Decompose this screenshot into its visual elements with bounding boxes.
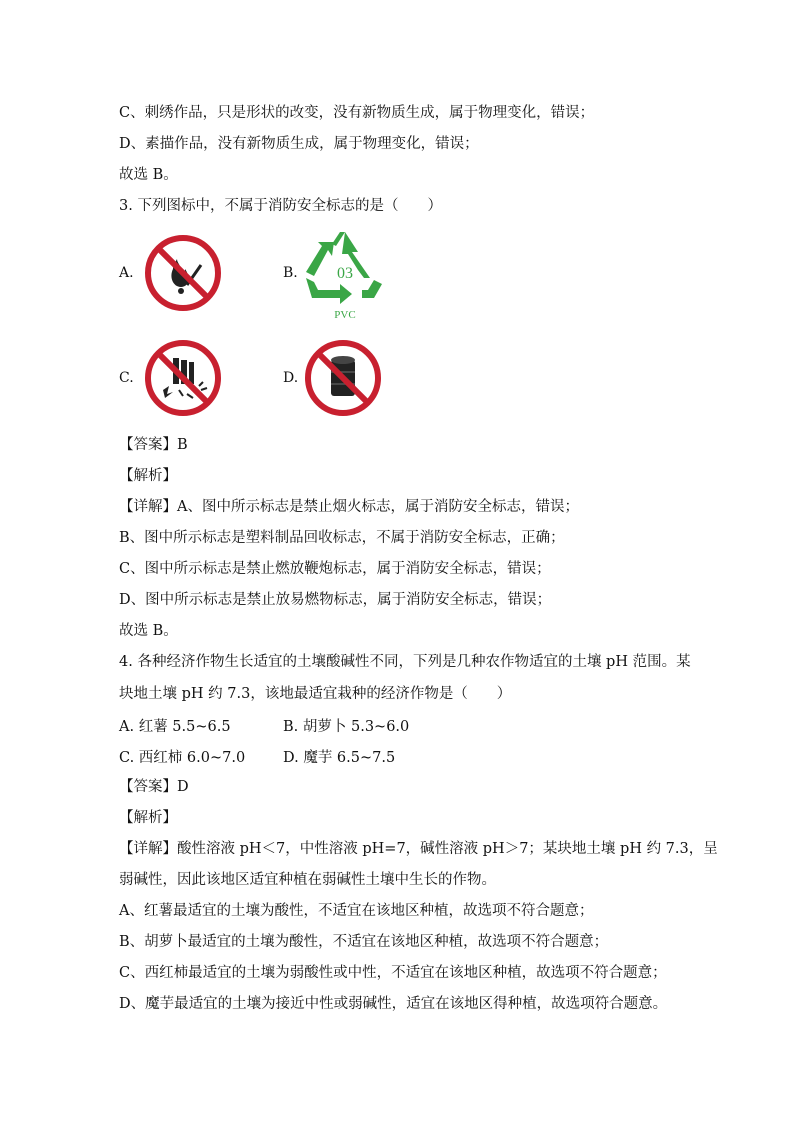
q4-detail-line: B、胡萝卜最适宜的土壤为酸性，不适宜在该地区种植，故选项不符合题意； (119, 934, 609, 950)
q3-detail-line: C、图中所示标志是禁止燃放鞭炮标志，属于消防安全标志，错误； (119, 561, 551, 577)
q4-detail-line: 【详解】酸性溶液 pH＜7，中性溶液 pH=7，碱性溶液 pH＞7；某块地土壤 pH 约 7.3，呈 (119, 841, 718, 857)
q4-option-c: C. 西红柿 6.0~7.0 (119, 750, 246, 766)
q4-stem: 4. 各种经济作物生长适宜的土壤酸碱性不同，下列是几种农作物适宜的土壤 pH 范围。某 (119, 654, 691, 670)
q4-stem-cont: 块地土壤 pH 约 7.3，该地最适宜栽种的经济作物是（ ） (119, 686, 512, 702)
q4-detail-line: 弱碱性，因此该地区适宜种植在弱碱性土壤中生长的作物。 (119, 872, 496, 888)
prev-conclusion: 故选 B。 (119, 167, 178, 183)
prev-option-d-text: D、素描作品，没有新物质生成，属于物理变化，错误； (119, 136, 479, 152)
q4-analysis-heading: 【解析】 (119, 810, 177, 826)
q3-analysis-heading: 【解析】 (119, 468, 177, 484)
q4-detail-line: D、魔芋最适宜的土壤为接近中性或弱碱性，适宜在该地区得种植，故选项符合题意。 (119, 996, 668, 1012)
recycle-pvc-icon (300, 226, 390, 322)
q4-option-a: A. 红薯 5.5~6.5 (119, 719, 231, 735)
q3-stem: 3. 下列图标中，不属于消防安全标志的是（ ） (119, 198, 442, 214)
q4-answer: 【答案】D (119, 779, 189, 795)
q3-option-b-label: B. (283, 265, 298, 281)
recycle-text: PVC (334, 309, 356, 321)
no-firecrackers-icon (143, 338, 223, 418)
q3-detail-line: D、图中所示标志是禁止放易燃物标志，属于消防安全标志，错误； (119, 592, 552, 608)
no-fire-icon (143, 233, 223, 313)
q4-option-b: B. 胡萝卜 5.3~6.0 (283, 719, 410, 735)
q4-option-d: D. 魔芋 6.5~7.5 (283, 750, 396, 766)
q3-option-d-label: D. (283, 370, 299, 386)
no-flammable-barrel-icon (303, 338, 383, 418)
q3-answer: 【答案】B (119, 437, 188, 453)
q4-detail-line: C、西红柿最适宜的土壤为弱酸性或中性，不适宜在该地区种植，故选项不符合题意； (119, 965, 667, 981)
q3-option-a-label: A. (119, 265, 134, 281)
recycle-code: 03 (337, 265, 353, 282)
q3-detail-line: B、图中所示标志是塑料制品回收标志，不属于消防安全标志，正确； (119, 530, 565, 546)
q3-option-c-label: C. (119, 370, 134, 386)
q3-detail-line: 【详解】A、图中所示标志是禁止烟火标志，属于消防安全标志，错误； (119, 499, 579, 515)
prev-option-c-text: C、刺绣作品，只是形状的改变，没有新物质生成，属于物理变化，错误； (119, 105, 595, 121)
q4-detail-line: A、红薯最适宜的土壤为酸性，不适宜在该地区种植，故选项不符合题意； (119, 903, 594, 919)
q3-conclusion: 故选 B。 (119, 623, 178, 639)
